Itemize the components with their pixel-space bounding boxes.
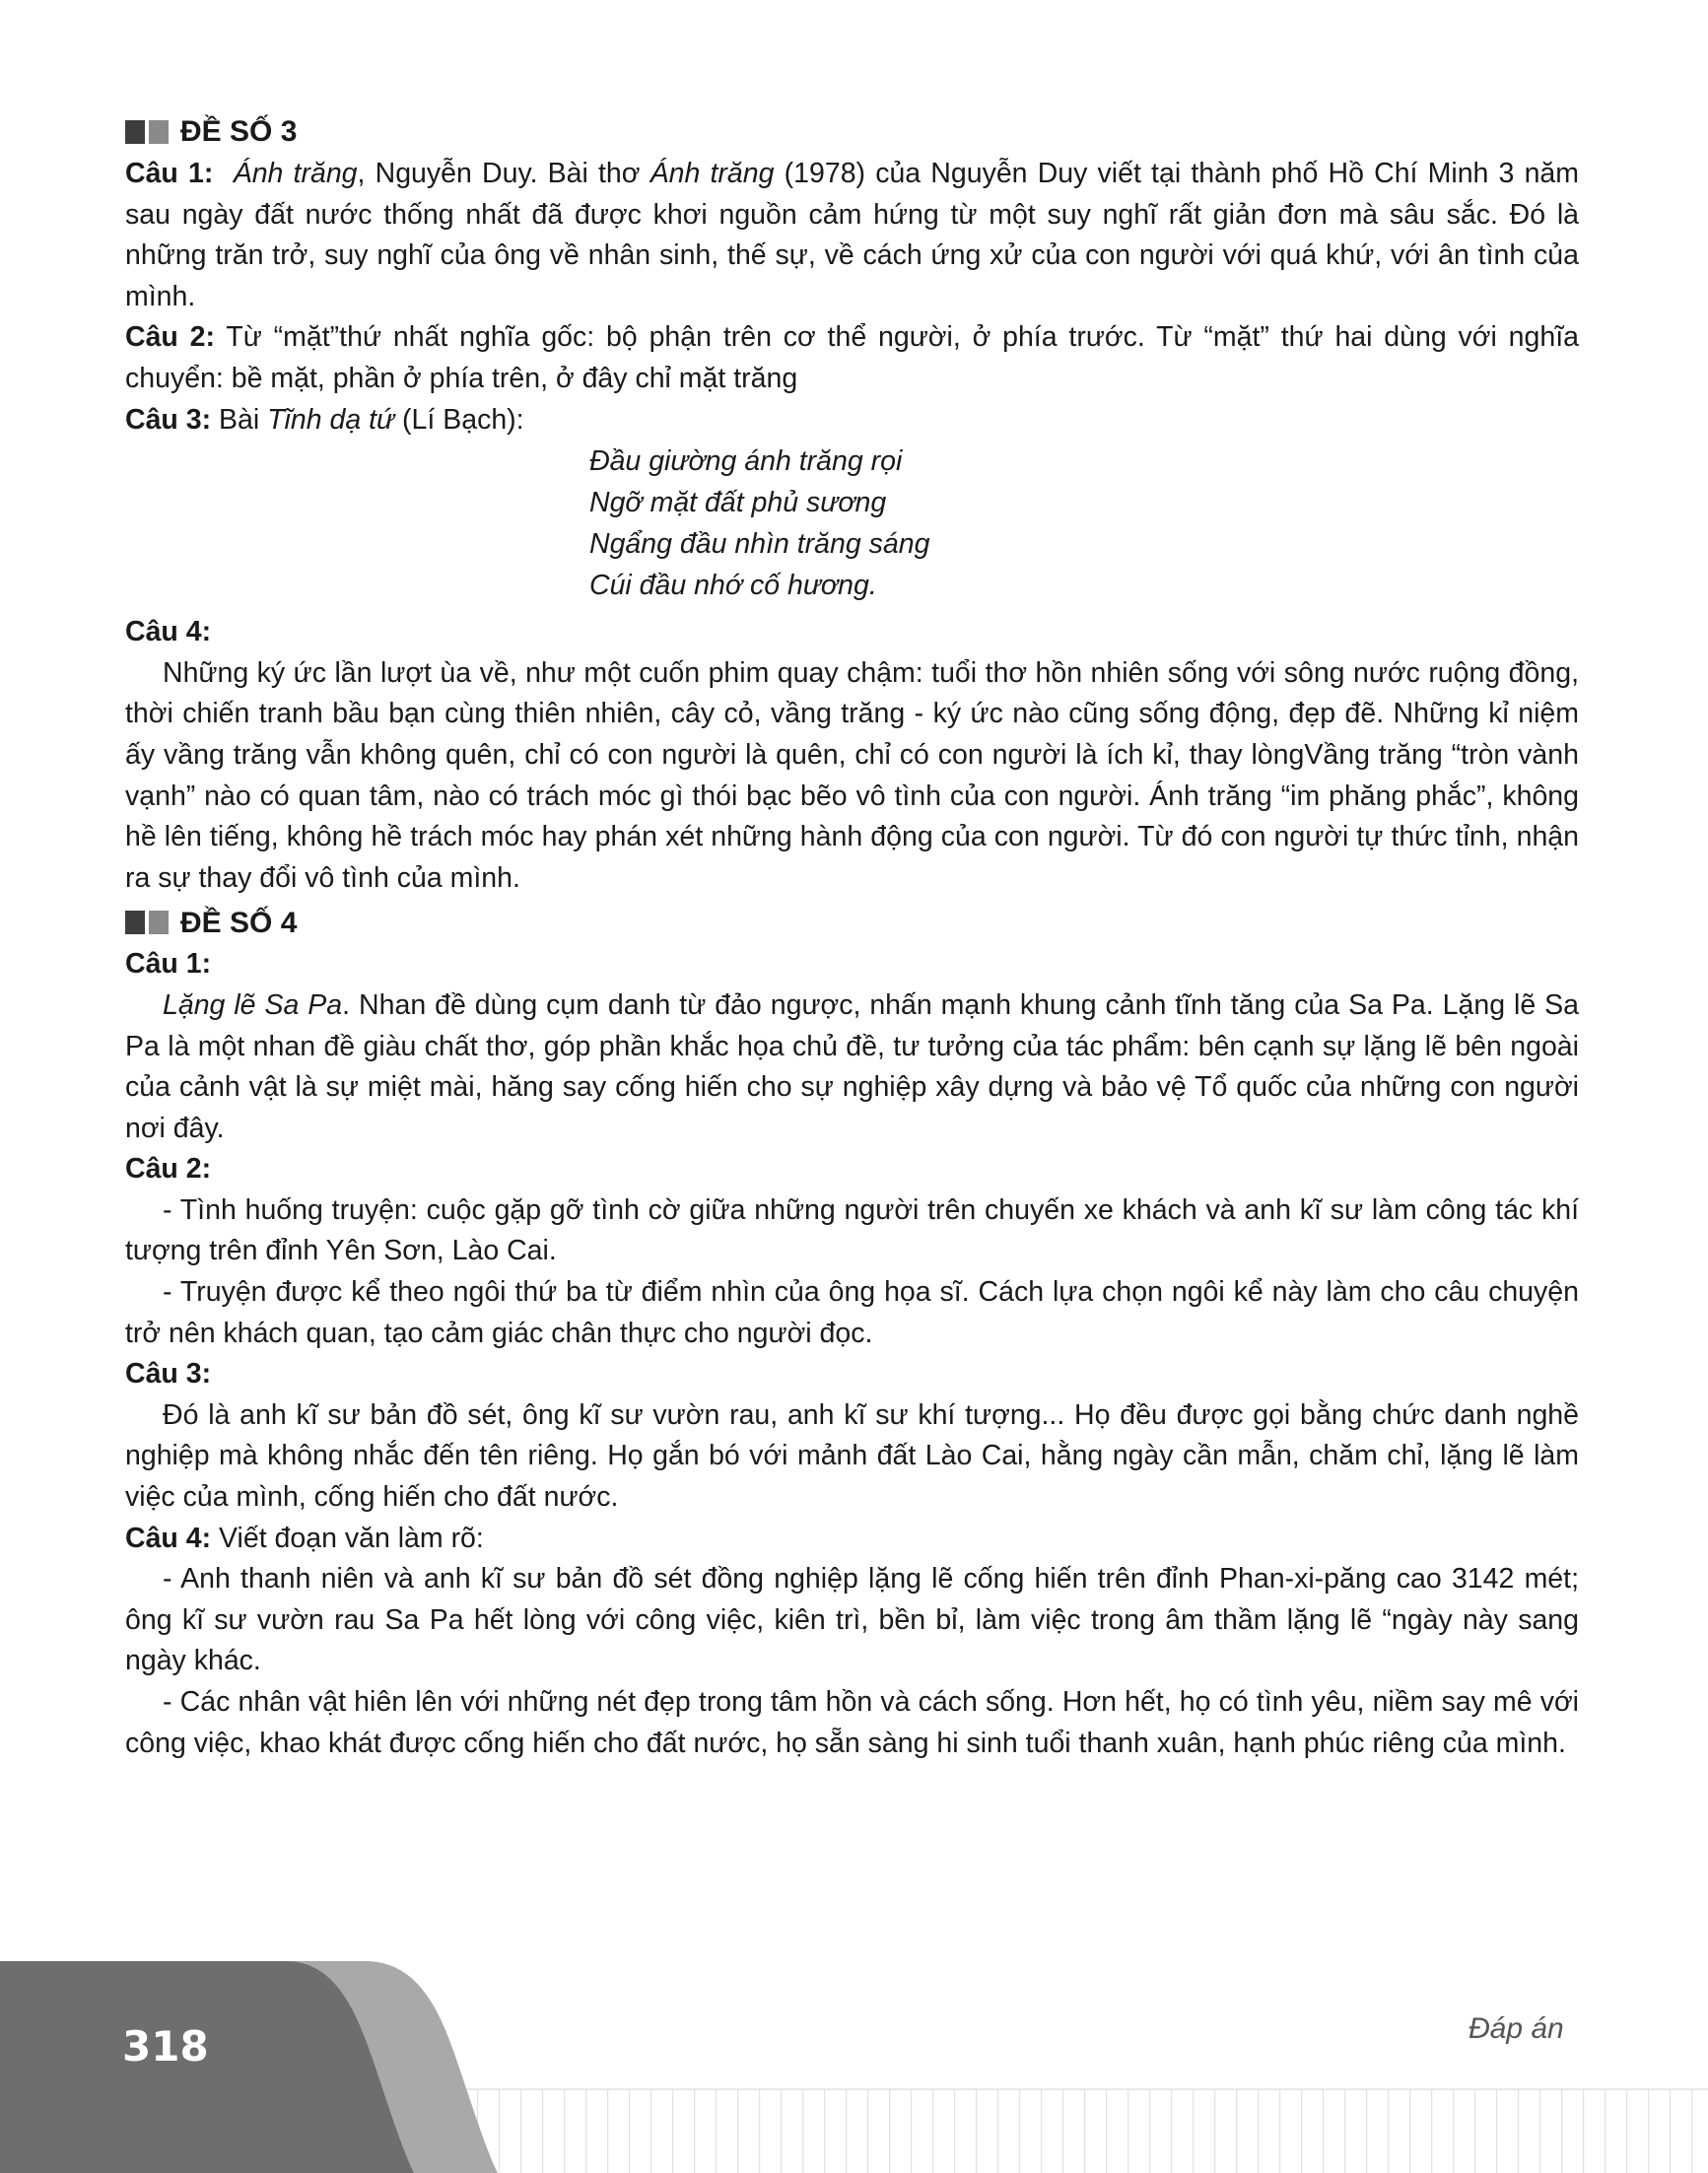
- question-2: Câu 2: Từ “mặt”thứ nhất nghĩa gốc: bộ phận trên cơ thể người, ở phía trước. Từ “mặt” thứ hai dùng với nghĩa chuyển: bề mặt, phần ở phía trên, ở đây chỉ mặt trăng: [125, 321, 1579, 394]
- question-1: Câu 1: Ánh trăng, Nguyễn Duy. Bài thơ Ánh trăng (1978) của Nguyễn Duy viết tại thành phố Hồ Chí Minh 3 năm sau ngày đất nước thống nhất đã được khơi nguồn cảm hứng từ một suy nghĩ rất giản đơn mà sâu sắc. Đó là những trăn trở, suy nghĩ của ông về nhân sinh, thế sự, về cách ứng xử của con người với quá khứ, với ân tình của mình.: [125, 158, 1580, 312]
- poem-line: Ngẩng đầu nhìn trăng sáng: [589, 528, 930, 561]
- question-4-point-2: - Các nhân vật hiên lên với những nét đẹp trong tâm hồn và cách sống. Hơn hết, họ có tình yêu, niềm say mê với công việc, khao khát được cống hiến cho đất nước, họ sẵn sàng hi sinh tuổi thanh xuân, hạnh phúc riêng của mình.: [125, 1686, 1579, 1759]
- question-4: Câu 4: Viết đoạn văn làm rõ:: [125, 1522, 484, 1554]
- page-number: 318: [122, 2022, 209, 2071]
- poem: [125, 441, 1579, 606]
- question-2-point-2: - Truyện được kể theo ngôi thứ ba từ điểm nhìn của ông họa sĩ. Cách lựa chọn ngôi kể này làm cho câu chuyện trở nên khách quan, tạo cảm giác chân thực cho người đọc.: [125, 1276, 1579, 1349]
- section-marker-icon: [125, 120, 169, 144]
- section-heading-de-so-4: [125, 901, 1579, 944]
- page-content: [125, 108, 1579, 1764]
- question-4-label: Câu 4:: [125, 616, 212, 648]
- question-3-label: Câu 3:: [125, 1358, 212, 1391]
- question-3: Câu 3: Bài Tĩnh dạ tứ (Lí Bạch):: [125, 403, 524, 436]
- section-heading-de-so-3: [125, 110, 1579, 154]
- running-section-label: Đáp án: [1469, 2012, 1564, 2045]
- question-3-answer: Đó là anh kĩ sư bản đồ sét, ông kĩ sư vườn rau, anh kĩ sư khí tượng... Họ đều được gọi bằng chức danh nghề nghiệp mà không nhắc đến tên riêng. Họ gắn bó với mảnh đất Lào Cai, hằng ngày cần mẫn, chăm chỉ, lặng lẽ làm việc của mình, cống hiến cho đất nước.: [125, 1398, 1579, 1514]
- section-title: ĐỀ SỐ 3: [180, 115, 298, 149]
- question-2-point-1: - Tình huống truyện: cuộc gặp gỡ tình cờ giữa những người trên chuyến xe khách và anh kĩ sư làm công tác khí tượng trên đỉnh Yên Sơn, Lào Cai.: [125, 1193, 1579, 1267]
- page-footer: [0, 1961, 1708, 2173]
- poem-line: Ngỡ mặt đất phủ sương: [589, 487, 887, 519]
- question-1-label: Câu 1:: [125, 948, 212, 981]
- question-1-answer: Lặng lẽ Sa Pa. Nhan đề dùng cụm danh từ đảo ngược, nhấn mạnh khung cảnh tĩnh tăng của Sa Pa. Lặng lẽ Sa Pa là một nhan đề giàu chất thơ, góp phần khắc họa chủ đề, tư tưởng của tác phẩm: bên cạnh sự lặng lẽ bên ngoài của cảnh vật là sự miệt mài, hăng say cống hiến cho sự nghiệp xây dựng và bảo vệ Tổ quốc của những con người nơi đây.: [125, 988, 1579, 1144]
- section-marker-icon: [125, 911, 169, 934]
- poem-line: Cúi đầu nhớ cố hương.: [589, 570, 877, 602]
- poem-line: Đầu giường ánh trăng rọi: [589, 445, 903, 478]
- section-title: ĐỀ SỐ 4: [180, 906, 298, 939]
- question-4-point-1: - Anh thanh niên và anh kĩ sư bản đồ sét đồng nghiệp lặng lẽ cống hiến trên đỉnh Phan-xi-păng cao 3142 mét; ông kĩ sư vườn rau Sa Pa hết lòng với công việc, kiên trì, bền bỉ, làm việc trong âm thầm lặng lẽ “ngày này sang ngày khác.: [125, 1563, 1579, 1677]
- question-4-answer: Những ký ức lần lượt ùa về, như một cuốn phim quay chậm: tuổi thơ hồn nhiên sống với sông nước ruộng đồng, thời chiến tranh bầu bạn cùng thiên nhiên, cây cỏ, vầng trăng - ký ức nào cũng sống động, đẹp đẽ. Những kỉ niệm ấy vầng trăng vẫn không quên, chỉ có con người là quên, chỉ có con người là ích kỉ, thay lòngVầng trăng “tròn vành vạnh” nào có quan tâm, nào có trách móc gì thói bạc bẽo vô tình của con người. Ánh trăng “im phăng phắc”, không hề lên tiếng, không hề trách móc hay phán xét những hành động của con người. Từ đó con người tự thức tỉnh, nhận ra sự thay đổi vô tình của mình.: [125, 656, 1579, 894]
- footer-decoration: [0, 1961, 1708, 2173]
- question-2-label: Câu 2:: [125, 1153, 212, 1186]
